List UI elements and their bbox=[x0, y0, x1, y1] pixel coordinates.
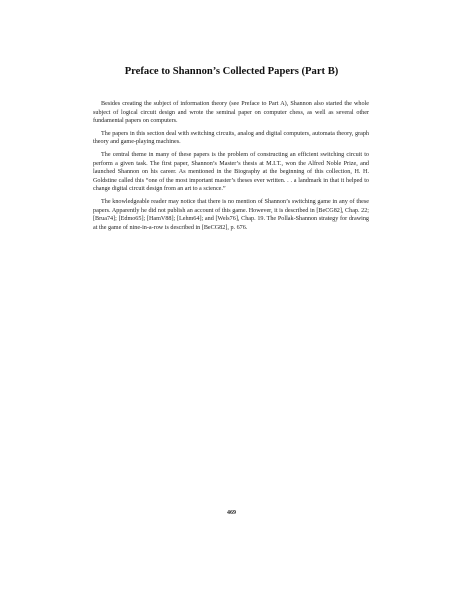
paragraph-central-theme: The central theme in many of these papers is the problem of constructing an efficient switching circuit to perform a given task. The first paper, Shannon’s Master’s thesis at M.I.T., won the Alfred Noble Prize, and launched Shannon on his career. As mentioned in the Biography at the beginning of this collection, H. H. Goldstine called this “one of the most important master’s theses ever written. . . a landmark in that it helped to change digital circuit design from an art to a science.” bbox=[93, 151, 369, 193]
body-text bbox=[93, 100, 369, 236]
paragraph-section-scope: The papers in this section deal with switching circuits, analog and digital computers, automata theory, graph theory and game-playing machines. bbox=[93, 130, 369, 146]
paragraph-intro: Besides creating the subject of information theory (see Preface to Part A), Shannon also started the whole subject of logical circuit design and wrote the seminal paper on computer chess, as well as several other fundamental papers on computers. bbox=[93, 101, 369, 125]
page-title: Preface to Shannon’s Collected Papers (Part B) bbox=[124, 66, 339, 77]
page-number: 469 bbox=[227, 510, 236, 516]
paragraph-switching-game: The knowledgeable reader may notice that there is no mention of Shannon’s switching game in any of these papers. Apparently he did not publish an account of this game. However, it is described in [BeCG82], Chap. 22; [Brua74]; [Edmo65]; [HamV88]; [Lehm64]; and [Wels76], Chap. 19. The Pollak-Shannon strategy for drawing at the game of nine-in-a-row is described in [BeCG82], p. 676. bbox=[93, 198, 369, 231]
